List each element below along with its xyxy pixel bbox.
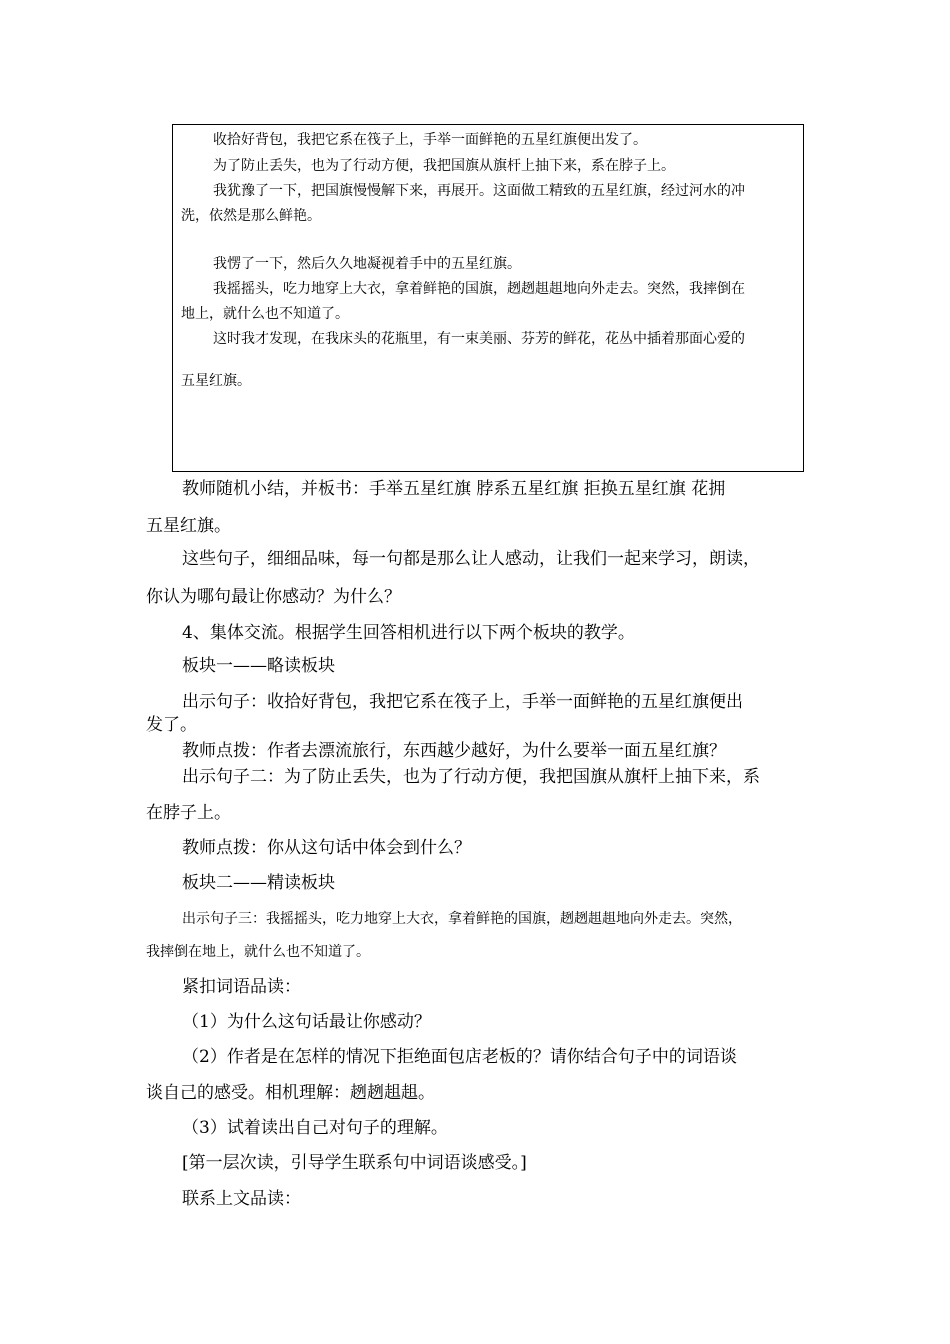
paragraph-line: 紧扣词语品读： xyxy=(182,977,301,997)
paragraph-line: 出示句子：收拾好背包，我把它系在筏子上，手举一面鲜艳的五星红旗便出 xyxy=(182,692,743,712)
excerpt-line: 地上，就什么也不知道了。 xyxy=(181,306,349,322)
paragraph-line: 出示句子三：我摇摇头，吃力地穿上大衣，拿着鲜艳的国旗，趔趔趄趄地向外走去。突然， xyxy=(182,911,742,927)
excerpt-line: 收拾好背包，我把它系在筏子上，手举一面鲜艳的五星红旗便出发了。 xyxy=(213,132,647,148)
excerpt-line: 为了防止丢失，也为了行动方便，我把国旗从旗杆上抽下来，系在脖子上。 xyxy=(213,158,675,174)
question-line: （1）为什么这句话最让你感动？ xyxy=(182,1012,431,1032)
question-line: （2）作者是在怎样的情况下拒绝面包店老板的？请你结合句子中的词语谈 xyxy=(182,1047,737,1067)
paragraph-line: 这些句子，细细品味，每一句都是那么让人感动，让我们一起来学习，朗读， xyxy=(182,549,760,569)
excerpt-line: 我愣了一下，然后久久地凝视着手中的五星红旗。 xyxy=(213,256,521,272)
summary-line: 五星红旗。 xyxy=(146,516,231,536)
step-heading: 4、集体交流。根据学生回答相机进行以下两个板块的教学。 xyxy=(182,623,635,643)
paragraph-line: 联系上文品读： xyxy=(182,1189,301,1209)
paragraph-line: 教师点拨：作者去漂流旅行，东西越少越好，为什么要举一面五星红旗？ xyxy=(182,741,726,761)
excerpt-line: 我摇摇头，吃力地穿上大衣，拿着鲜艳的国旗，趔趔趄趄地向外走去。突然，我摔倒在 xyxy=(213,281,745,297)
question-line: （3）试着读出自己对句子的理解。 xyxy=(182,1118,448,1138)
block-heading: 板块二——精读板块 xyxy=(182,873,335,893)
paragraph-line: 在脖子上。 xyxy=(146,803,231,823)
paragraph-line: 教师点拨：你从这句话中体会到什么？ xyxy=(182,838,471,858)
paragraph-line: [第一层次读，引导学生联系句中词语谈感受。] xyxy=(182,1153,527,1173)
excerpt-box xyxy=(172,124,804,472)
excerpt-line: 洗，依然是那么鲜艳。 xyxy=(181,208,321,224)
excerpt-line: 我犹豫了一下，把国旗慢慢解下来，再展开。这面做工精致的五星红旗，经过河水的冲 xyxy=(213,183,745,199)
block-heading: 板块一——略读板块 xyxy=(182,656,335,676)
paragraph-line: 发了。 xyxy=(146,715,197,735)
paragraph-line: 出示句子二：为了防止丢失，也为了行动方便，我把国旗从旗杆上抽下来，系 xyxy=(182,767,760,787)
excerpt-line: 这时我才发现，在我床头的花瓶里，有一束美丽、芬芳的鲜花，花丛中插着那面心爱的 xyxy=(213,331,745,347)
paragraph-line: 你认为哪句最让你感动？为什么？ xyxy=(146,587,401,607)
summary-line: 教师随机小结，并板书：手举五星红旗 脖系五星红旗 拒换五星红旗 花拥 xyxy=(182,479,726,499)
paragraph-line: 我摔倒在地上，就什么也不知道了。 xyxy=(146,944,370,960)
question-line: 谈自己的感受。相机理解：趔趔趄趄。 xyxy=(146,1083,435,1103)
excerpt-line: 五星红旗。 xyxy=(181,373,251,389)
